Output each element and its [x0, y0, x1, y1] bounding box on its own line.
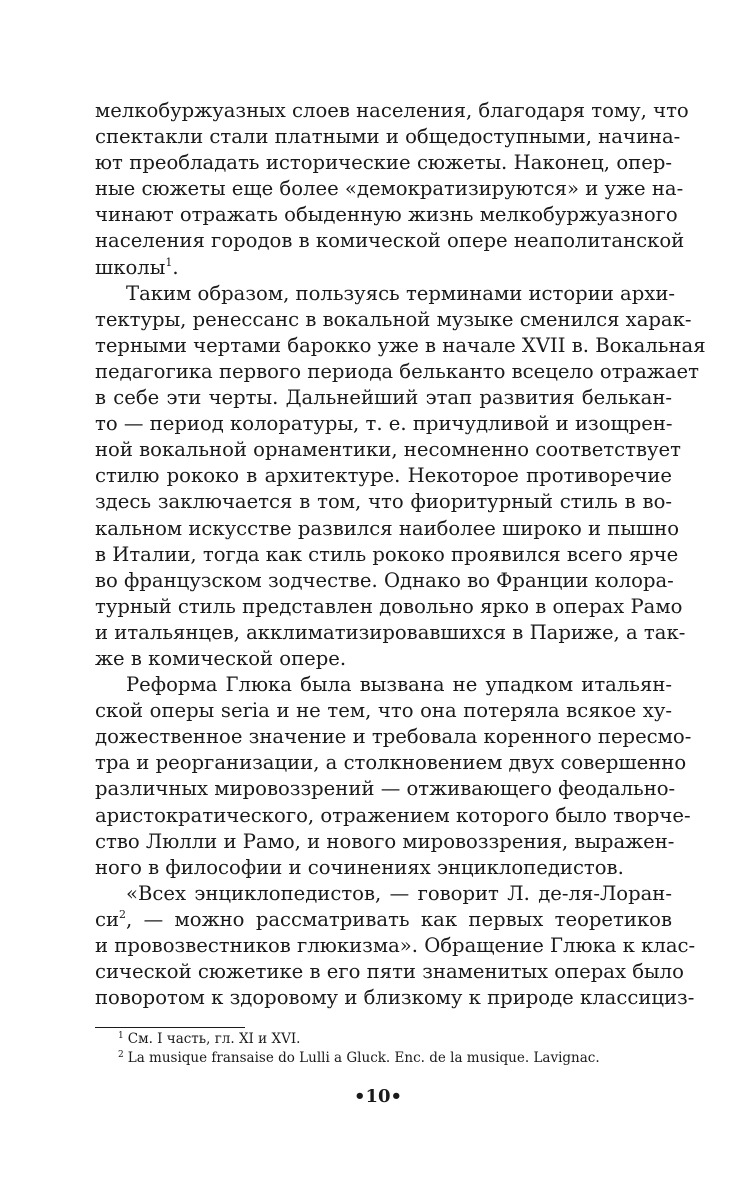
paragraph-1 [95, 98, 689, 281]
text-line: в Италии, тогда как стиль рококо проявился всего ярче [95, 542, 679, 566]
text-line: ской оперы seria и не тем, что она потеряла всякое ху- [95, 699, 672, 723]
text-line: кальном искусстве развился наиболее широко и пышно [95, 516, 679, 540]
footnote-text: См. I часть, гл. XI и XVI. [127, 1031, 301, 1047]
text-line: спектакли стали платными и общедоступными, начина- [95, 125, 681, 149]
text-line: ного в философии и сочинениях энциклопедистов. [95, 855, 624, 879]
text-line: «Всех энциклопедистов, — говорит Л. де-ля-Лоран- [126, 881, 672, 905]
text-line: Таким образом, пользуясь терминами истории архи- [126, 281, 675, 305]
body-text [95, 98, 706, 1011]
text-line: терными чертами барокко уже в начале XVII в. Вокальная [95, 333, 706, 357]
footnotes [118, 1030, 678, 1068]
text-line: дожественное значение и требовала коренного пересмо- [95, 725, 692, 749]
footnote-1 [118, 1030, 678, 1049]
text-line [95, 907, 672, 933]
text-line: аристократического, отражением которого было творче- [95, 803, 691, 827]
text-line: и итальянцев, акклиматизировавшихся в Париже, а так- [95, 620, 686, 644]
footnote-mark: 2 [118, 1050, 124, 1060]
paragraph-2 [95, 281, 706, 672]
text-line: населения городов в комической опере неаполитанской [95, 229, 685, 253]
text-line: же в комической опере. [95, 646, 347, 670]
text-line: то — период колоратуры, т. е. причудливой и изощрен- [95, 412, 673, 436]
text-line: сической сюжетике в его пяти знаменитых операх было [95, 960, 684, 984]
text-fragment: , — можно рассматривать как первых теоретиков [126, 907, 672, 931]
text-line: здесь заключается в том, что фиоритурный стиль в во- [95, 490, 672, 514]
text-line: различных мировоззрений — отживающего феодально- [95, 777, 676, 801]
footnote-ref-2: 2 [119, 907, 127, 921]
text-line: ют преобладать исторические сюжеты. Наконец, опер- [95, 151, 672, 175]
footnote-ref-1: 1 [165, 255, 173, 269]
text-line: мелкобуржуазных слоев населения, благодаря тому, что [95, 99, 689, 122]
text-line: ные сюжеты еще более «демократизируются» и уже на- [95, 177, 684, 201]
paragraph-3 [95, 672, 692, 881]
text-line: турный стиль представлен довольно ярко в операх Рамо [95, 594, 683, 618]
text-line: педагогика первого периода бельканто всецело отражает [95, 359, 699, 383]
text-fragment: . [172, 255, 179, 279]
text-line: в себе эти черты. Дальнейший этап развития белькан- [95, 386, 672, 410]
footnote-divider [95, 1027, 245, 1028]
text-line: тектуры, ренессанс в вокальной музыке сменился харак- [95, 307, 692, 331]
text-line: Реформа Глюка была вызвана не упадком итальян- [126, 673, 672, 697]
text-line: стилю рококо в архитектуре. Некоторое противоречие [95, 464, 672, 488]
paragraph-4 [95, 881, 696, 1011]
text-line: ство Люлли и Рамо, и нового мировоззрения, выражен- [95, 829, 675, 853]
footnote-mark: 1 [118, 1031, 124, 1041]
text-line: поворотом к здоровому и близкому к природе классициз- [95, 986, 695, 1010]
footnote-2 [118, 1049, 678, 1068]
text-fragment: си [95, 907, 120, 931]
footnote-text: La musique fransaise do Lulli a Gluck. Enc. de la musique. Lavignac. [127, 1050, 600, 1066]
text-line: ной вокальной орнаментики, несомненно соответствует [95, 438, 681, 462]
text-line: тра и реорганизации, а столкновением двух совершенно [95, 751, 687, 775]
text-fragment: школы [95, 255, 166, 279]
page-number: •10• [353, 1086, 403, 1107]
text-line: и провозвестников глюкизма». Обращение Глюка к клас- [95, 934, 696, 957]
text-line: чинают отражать обыденную жизнь мелкобуржуазного [95, 203, 678, 227]
text-line: во французском зодчестве. Однако во Франции колора- [95, 568, 674, 592]
text-line [95, 255, 672, 281]
